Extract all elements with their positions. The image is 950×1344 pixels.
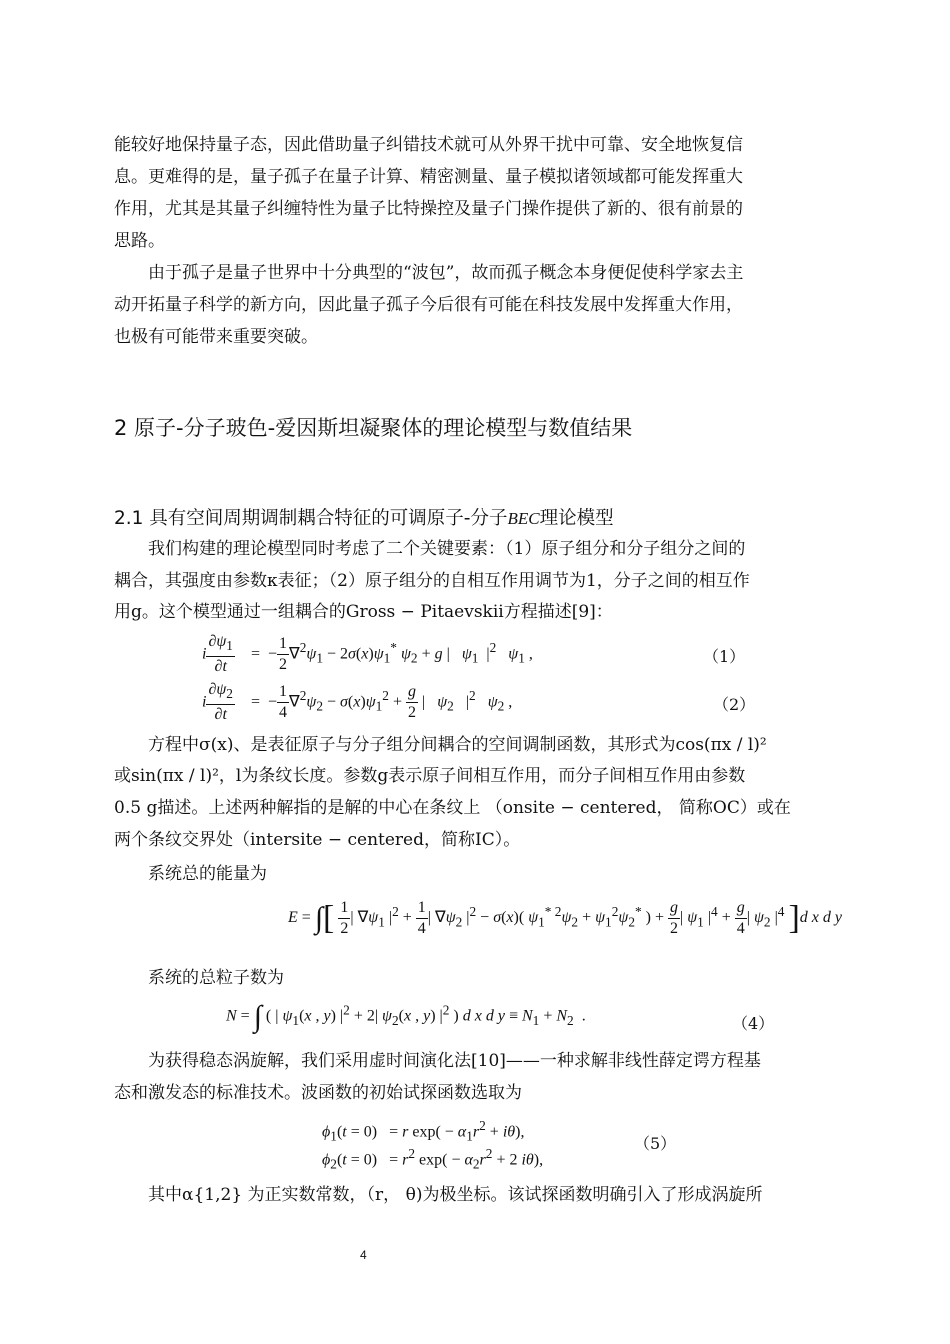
body-text-line: 或sin(πx / l)²，l为条纹长度。参数g表示原子间相互作用，而分子间相互作用由参数 xyxy=(114,766,746,786)
body-text-line: 系统总的能量为 xyxy=(148,864,267,884)
body-text-line: 动开拓量子科学的新方向，因此量子孤子今后很有可能在科技发展中发挥重大作用， xyxy=(114,295,743,315)
equation-3-energy: E = ∫[ $\frac{1}{2}$ | $\nabla\psi_1$ $|^2$ + $\frac{1}{4}$ | $\nabla\psi_2$ $|^2 - \sigma(x)$( $\psi_1^{* 2}\psi_2 + \psi_1^2\psi_2^*$ ) + $\frac{g}{2}$ | $\psi_1$ $|^4$ + $\frac{g}{4}$ | $\psi_2$ $|^4$ ]d x d y xyxy=(288,899,842,937)
body-text-line: 耦合，其强度由参数κ表征；（2）原子组分的自相互作用调节为1，分子之间的相互作 xyxy=(114,571,750,591)
body-text-line: 态和激发态的标准技术。波函数的初始试探函数选取为 xyxy=(114,1083,522,1103)
body-text-line: 其中α{1,2} 为正实数常数，（r， θ)为极坐标。该试探函数明确引入了形成涡旋所 xyxy=(148,1185,763,1205)
body-text-line: 0.5 g描述。上述两种解指的是解的中心在条纹上 （onsite − centered， 简称OC）或在 xyxy=(114,798,791,818)
equation-5b: $\phi_2(t = 0) = r^2$ $\exp( - \alpha_2r^2 + 2$ iθ), xyxy=(322,1146,544,1172)
subsection-heading-part: BEC xyxy=(507,509,540,528)
section-heading: 2 原子-分子玻色-爱因斯坦凝聚体的理论模型与数值结果 xyxy=(114,416,633,440)
body-text-line: 息。更难得的是，量子孤子在量子计算、精密测量、量子模拟诸领域都可能发挥重大 xyxy=(114,167,743,187)
equation-number: （2） xyxy=(713,695,756,714)
body-text-line: 我们构建的理论模型同时考虑了二个关键要素：（1）原子组分和分子组分之间的 xyxy=(148,539,746,559)
body-text-line: 也极有可能带来重要突破。 xyxy=(114,327,318,347)
body-text-line: 两个条纹交界处（intersite − centered，简称IC）。 xyxy=(114,830,521,850)
body-text-line: 为获得稳态涡旋解，我们采用虚时间演化法[10]——一种求解非线性薛定谔方程基 xyxy=(148,1051,761,1071)
equation-number: （5） xyxy=(634,1134,677,1153)
body-text-line: 思路。 xyxy=(114,231,165,251)
equation-4-particles: N = ∫ ( | $\psi_1(x$ , y) $|^2 + 2|$ $\psi_2(x$ , y) $|^2$ ) d x d $y \equiv N_1 + N_2$ . xyxy=(226,1000,586,1033)
subsection-heading xyxy=(114,504,614,530)
equation-number: （4） xyxy=(732,1014,775,1033)
body-text-line: 方程中σ(x)、是表征原子与分子组分间耦合的空间调制函数，其形式为cos(πx / l)² xyxy=(148,735,767,755)
equation-5a: $\phi_1(t = 0) = r$ $\exp( - \alpha_1r^2 + i\theta)$, xyxy=(322,1118,525,1144)
body-text-line: 系统的总粒子数为 xyxy=(148,968,284,988)
body-text-line: 作用，尤其是其量子纠缠特性为量子比特操控及量子门操作提供了新的、很有前景的 xyxy=(114,199,743,219)
body-text-line: 用g。这个模型通过一组耦合的Gross − Pitaevskii方程描述[9]： xyxy=(114,602,613,622)
page-number: 4 xyxy=(360,1248,367,1262)
equation-1: i $\frac{\partial\psi_1}{\partial t}$ = − $\frac{1}{2}$ $\nabla^2\psi_1 - 2\sigma(x)\psi_1^*$ $\psi_2 + g$ | $\psi_1$ $|^2$ $\psi_1$ , xyxy=(202,633,533,676)
body-text-line: 由于孤子是量子世界中十分典型的“波包”，故而孤子概念本身便促使科学家去主 xyxy=(148,263,744,283)
equation-number: （1） xyxy=(703,647,746,666)
subsection-heading-part: 理论模型 xyxy=(539,508,614,529)
equation-2: i $\frac{\partial\psi_2}{\partial t}$ = − $\frac{1}{4}$ $\nabla^2\psi_2 - \sigma(x)\psi_1^2$ + $\frac{g}{2}$ | $\psi_2$ $|^2$ $\psi_2$ , xyxy=(202,681,513,724)
subsection-heading-part: 2.1 具有空间周期调制耦合特征的可调原子-分子 xyxy=(114,508,508,529)
body-text-line: 能较好地保持量子态，因此借助量子纠错技术就可从外界干扰中可靠、安全地恢复信 xyxy=(114,135,743,155)
